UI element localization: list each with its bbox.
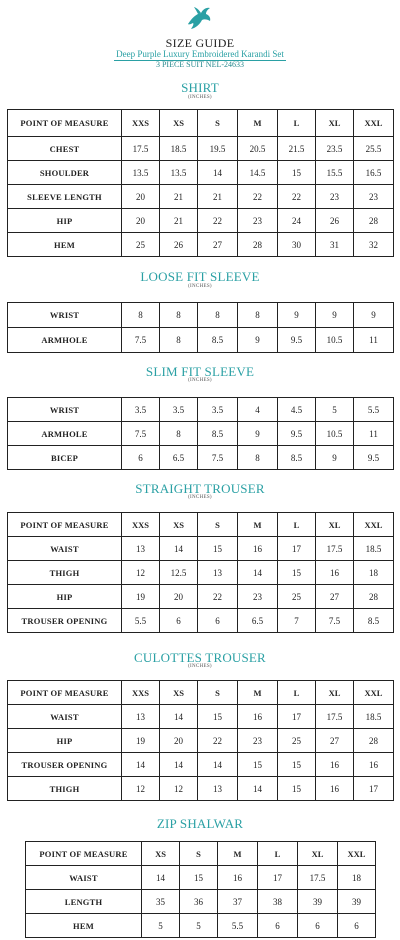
table-cell: 16	[316, 777, 354, 801]
table-cell: 17.5	[316, 705, 354, 729]
table-cell: 22	[278, 185, 316, 209]
table-cell: 23	[316, 185, 354, 209]
table-cell: 4	[238, 398, 278, 422]
loose-fit-sleeve-table	[7, 302, 394, 353]
header-cell: S	[198, 513, 238, 537]
table-cell: 9	[316, 446, 354, 470]
table-row	[8, 561, 394, 585]
table-row	[26, 866, 376, 890]
row-label: LENGTH	[26, 890, 142, 914]
table-cell: 6.5	[160, 446, 198, 470]
header-cell: S	[180, 842, 218, 866]
table-row	[8, 233, 394, 257]
row-label: WAIST	[8, 537, 122, 561]
table-cell: 7.5	[198, 446, 238, 470]
row-label: HEM	[8, 233, 122, 257]
section-title-slim-fit-sleeve: SLIM FIT SLEEVE	[145, 364, 255, 379]
header-cell: XXL	[338, 842, 376, 866]
header-cell: XS	[160, 110, 198, 137]
table-cell: 9	[316, 303, 354, 328]
table-cell: 8.5	[198, 422, 238, 446]
row-label: HIP	[8, 209, 122, 233]
header-cell: POINT OF MEASURE	[8, 681, 122, 705]
table-cell: 37	[218, 890, 258, 914]
table-cell: 14	[238, 777, 278, 801]
section-title-straight-trouser: STRAIGHT TROUSER	[135, 481, 265, 496]
table-cell: 17.5	[316, 537, 354, 561]
unit-label-shirt: (INCHES)	[188, 95, 212, 100]
table-row	[8, 185, 394, 209]
table-cell: 7	[278, 609, 316, 633]
straight-trouser-table	[7, 512, 394, 633]
row-label: SLEEVE LENGTH	[8, 185, 122, 209]
table-cell: 12	[122, 777, 160, 801]
table-cell: 14	[160, 753, 198, 777]
table-cell: 13.5	[122, 161, 160, 185]
header-cell: XXS	[122, 681, 160, 705]
table-cell: 16	[354, 753, 394, 777]
table-cell: 12	[160, 777, 198, 801]
row-label: WAIST	[26, 866, 142, 890]
table-cell: 26	[160, 233, 198, 257]
page-title: SIZE GUIDE	[165, 36, 235, 50]
table-cell: 20.5	[238, 137, 278, 161]
table-cell: 5.5	[354, 398, 394, 422]
header-cell: M	[238, 110, 278, 137]
table-cell: 7.5	[122, 328, 160, 353]
table-cell: 9	[278, 303, 316, 328]
section-title-culottes-trouser: CULOTTES TROUSER	[134, 650, 266, 665]
row-label: HEM	[26, 914, 142, 938]
table-header-row	[26, 842, 376, 866]
table-cell: 25	[278, 729, 316, 753]
table-cell: 13.5	[160, 161, 198, 185]
table-cell: 6	[122, 446, 160, 470]
table-cell: 16.5	[354, 161, 394, 185]
row-label: CHEST	[8, 137, 122, 161]
table-cell: 9	[238, 328, 278, 353]
table-row	[8, 303, 394, 328]
table-row	[8, 398, 394, 422]
table-row	[8, 777, 394, 801]
header-cell: XXS	[122, 110, 160, 137]
header-cell: POINT OF MEASURE	[26, 842, 142, 866]
table-cell: 17	[278, 537, 316, 561]
table-row	[8, 137, 394, 161]
table-cell: 15	[278, 161, 316, 185]
table-cell: 3.5	[160, 398, 198, 422]
row-label: ARMHOLE	[8, 328, 122, 353]
table-cell: 14.5	[238, 161, 278, 185]
table-cell: 8	[238, 303, 278, 328]
unit-label-loose-fit-sleeve: (INCHES)	[188, 284, 212, 289]
table-cell: 23	[238, 729, 278, 753]
table-cell: 35	[142, 890, 180, 914]
table-cell: 28	[354, 729, 394, 753]
table-cell: 14	[142, 866, 180, 890]
table-cell: 10.5	[316, 422, 354, 446]
table-cell: 31	[316, 233, 354, 257]
row-label: ARMHOLE	[8, 422, 122, 446]
table-cell: 6	[160, 609, 198, 633]
table-cell: 18	[354, 561, 394, 585]
table-cell: 12.5	[160, 561, 198, 585]
header-cell: XXL	[354, 681, 394, 705]
table-cell: 38	[258, 890, 298, 914]
table-cell: 18	[338, 866, 376, 890]
table-cell: 4.5	[278, 398, 316, 422]
table-cell: 9	[354, 303, 394, 328]
table-cell: 21	[198, 185, 238, 209]
section-title-loose-fit-sleeve: LOOSE FIT SLEEVE	[140, 269, 260, 284]
unit-label-straight-trouser: (INCHES)	[188, 495, 212, 500]
table-cell: 18.5	[354, 705, 394, 729]
row-label: BICEP	[8, 446, 122, 470]
table-cell: 23	[238, 585, 278, 609]
table-cell: 5.5	[218, 914, 258, 938]
table-cell: 14	[160, 537, 198, 561]
table-header-row	[8, 110, 394, 137]
table-cell: 10.5	[316, 328, 354, 353]
table-cell: 25	[122, 233, 160, 257]
table-cell: 22	[198, 729, 238, 753]
table-cell: 15	[278, 753, 316, 777]
table-cell: 22	[198, 585, 238, 609]
table-cell: 17	[278, 705, 316, 729]
table-cell: 13	[122, 705, 160, 729]
table-cell: 17.5	[298, 866, 338, 890]
table-cell: 15	[198, 537, 238, 561]
header-cell: XL	[316, 110, 354, 137]
table-cell: 23.5	[316, 137, 354, 161]
table-cell: 26	[316, 209, 354, 233]
table-cell: 20	[122, 209, 160, 233]
table-row	[26, 914, 376, 938]
table-cell: 39	[298, 890, 338, 914]
table-row	[8, 209, 394, 233]
header-cell: XXL	[354, 513, 394, 537]
table-cell: 16	[316, 561, 354, 585]
table-cell: 11	[354, 328, 394, 353]
header-cell: XS	[160, 513, 198, 537]
table-cell: 13	[198, 561, 238, 585]
table-cell: 8	[160, 328, 198, 353]
row-label: TROUSER OPENING	[8, 753, 122, 777]
table-cell: 28	[354, 585, 394, 609]
table-cell: 6	[338, 914, 376, 938]
table-cell: 21	[160, 209, 198, 233]
header-cell: XL	[298, 842, 338, 866]
table-cell: 16	[238, 705, 278, 729]
table-cell: 14	[198, 753, 238, 777]
table-cell: 27	[198, 233, 238, 257]
row-label: TROUSER OPENING	[8, 609, 122, 633]
table-cell: 15.5	[316, 161, 354, 185]
table-row	[26, 890, 376, 914]
table-cell: 30	[278, 233, 316, 257]
table-cell: 13	[198, 777, 238, 801]
table-cell: 36	[180, 890, 218, 914]
table-header-row	[8, 681, 394, 705]
table-cell: 21.5	[278, 137, 316, 161]
row-label: WRIST	[8, 303, 122, 328]
table-cell: 9.5	[278, 422, 316, 446]
header-cell: S	[198, 681, 238, 705]
row-label: WAIST	[8, 705, 122, 729]
section-title-shirt: SHIRT	[181, 80, 219, 95]
table-cell: 8.5	[278, 446, 316, 470]
table-row	[8, 609, 394, 633]
header-cell: XS	[160, 681, 198, 705]
table-cell: 14	[160, 705, 198, 729]
bird-logo-icon	[184, 4, 214, 34]
table-cell: 5.5	[122, 609, 160, 633]
header-cell: L	[278, 110, 316, 137]
table-row	[8, 585, 394, 609]
table-cell: 5	[142, 914, 180, 938]
header-cell: L	[278, 513, 316, 537]
header-cell: M	[238, 513, 278, 537]
table-cell: 14	[122, 753, 160, 777]
table-cell: 15	[180, 866, 218, 890]
table-cell: 8	[160, 422, 198, 446]
table-cell: 20	[160, 729, 198, 753]
table-row	[8, 753, 394, 777]
header-cell: XL	[316, 513, 354, 537]
header-cell: POINT OF MEASURE	[8, 513, 122, 537]
table-cell: 28	[354, 209, 394, 233]
slim-fit-sleeve-table	[7, 397, 394, 470]
header-cell: POINT OF MEASURE	[8, 110, 122, 137]
header-cell: XXL	[354, 110, 394, 137]
table-cell: 22	[198, 209, 238, 233]
row-label: SHOULDER	[8, 161, 122, 185]
header-cell: L	[278, 681, 316, 705]
row-label: HIP	[8, 585, 122, 609]
table-cell: 8	[160, 303, 198, 328]
table-cell: 16	[316, 753, 354, 777]
table-cell: 17	[258, 866, 298, 890]
row-label: WRIST	[8, 398, 122, 422]
table-cell: 20	[122, 185, 160, 209]
table-cell: 15	[238, 753, 278, 777]
culottes-trouser-table	[7, 680, 394, 801]
section-title-zip-shalwar: ZIP SHALWAR	[156, 816, 244, 831]
table-cell: 17	[354, 777, 394, 801]
table-cell: 8.5	[198, 328, 238, 353]
header-cell: XS	[142, 842, 180, 866]
header-cell: S	[198, 110, 238, 137]
table-cell: 6	[198, 609, 238, 633]
table-cell: 32	[354, 233, 394, 257]
header-cell: XL	[316, 681, 354, 705]
zip-shalwar-table	[25, 841, 376, 938]
table-cell: 18.5	[354, 537, 394, 561]
table-cell: 20	[160, 585, 198, 609]
table-cell: 25	[278, 585, 316, 609]
table-cell: 7.5	[122, 422, 160, 446]
table-cell: 9.5	[278, 328, 316, 353]
table-cell: 18.5	[160, 137, 198, 161]
product-code: 3 PIECE SUIT NEL-24633	[155, 60, 245, 69]
table-cell: 6.5	[238, 609, 278, 633]
table-cell: 14	[238, 561, 278, 585]
table-cell: 21	[160, 185, 198, 209]
table-cell: 7.5	[316, 609, 354, 633]
table-cell: 3.5	[122, 398, 160, 422]
table-cell: 15	[198, 705, 238, 729]
table-cell: 17.5	[122, 137, 160, 161]
table-cell: 8	[122, 303, 160, 328]
header-cell: XXS	[122, 513, 160, 537]
table-row	[8, 705, 394, 729]
table-cell: 8	[238, 446, 278, 470]
table-cell: 9.5	[354, 446, 394, 470]
header-cell: M	[218, 842, 258, 866]
table-row	[8, 328, 394, 353]
table-row	[8, 161, 394, 185]
table-cell: 19.5	[198, 137, 238, 161]
table-cell: 24	[278, 209, 316, 233]
row-label: HIP	[8, 729, 122, 753]
table-cell: 25.5	[354, 137, 394, 161]
table-cell: 14	[198, 161, 238, 185]
table-cell: 15	[278, 777, 316, 801]
table-cell: 39	[338, 890, 376, 914]
unit-label-culottes-trouser: (INCHES)	[188, 664, 212, 669]
table-cell: 12	[122, 561, 160, 585]
table-cell: 8	[198, 303, 238, 328]
table-cell: 19	[122, 585, 160, 609]
table-cell: 19	[122, 729, 160, 753]
table-cell: 27	[316, 729, 354, 753]
table-row	[8, 537, 394, 561]
table-cell: 23	[238, 209, 278, 233]
table-row	[8, 446, 394, 470]
table-cell: 8.5	[354, 609, 394, 633]
product-subtitle: Deep Purple Luxury Embroidered Karandi Set	[116, 49, 284, 59]
table-cell: 27	[316, 585, 354, 609]
row-label: THIGH	[8, 777, 122, 801]
table-cell: 16	[238, 537, 278, 561]
table-cell: 3.5	[198, 398, 238, 422]
table-cell: 13	[122, 537, 160, 561]
table-cell: 6	[258, 914, 298, 938]
table-cell: 22	[238, 185, 278, 209]
table-cell: 5	[180, 914, 218, 938]
table-row	[8, 729, 394, 753]
table-cell: 9	[238, 422, 278, 446]
table-header-row	[8, 513, 394, 537]
table-row	[8, 422, 394, 446]
table-cell: 15	[278, 561, 316, 585]
unit-label-slim-fit-sleeve: (INCHES)	[188, 378, 212, 383]
table-cell: 23	[354, 185, 394, 209]
header-cell: M	[238, 681, 278, 705]
table-cell: 11	[354, 422, 394, 446]
row-label: THIGH	[8, 561, 122, 585]
table-cell: 28	[238, 233, 278, 257]
table-cell: 5	[316, 398, 354, 422]
shirt-table	[7, 109, 394, 257]
table-cell: 6	[298, 914, 338, 938]
table-cell: 16	[218, 866, 258, 890]
header-cell: L	[258, 842, 298, 866]
